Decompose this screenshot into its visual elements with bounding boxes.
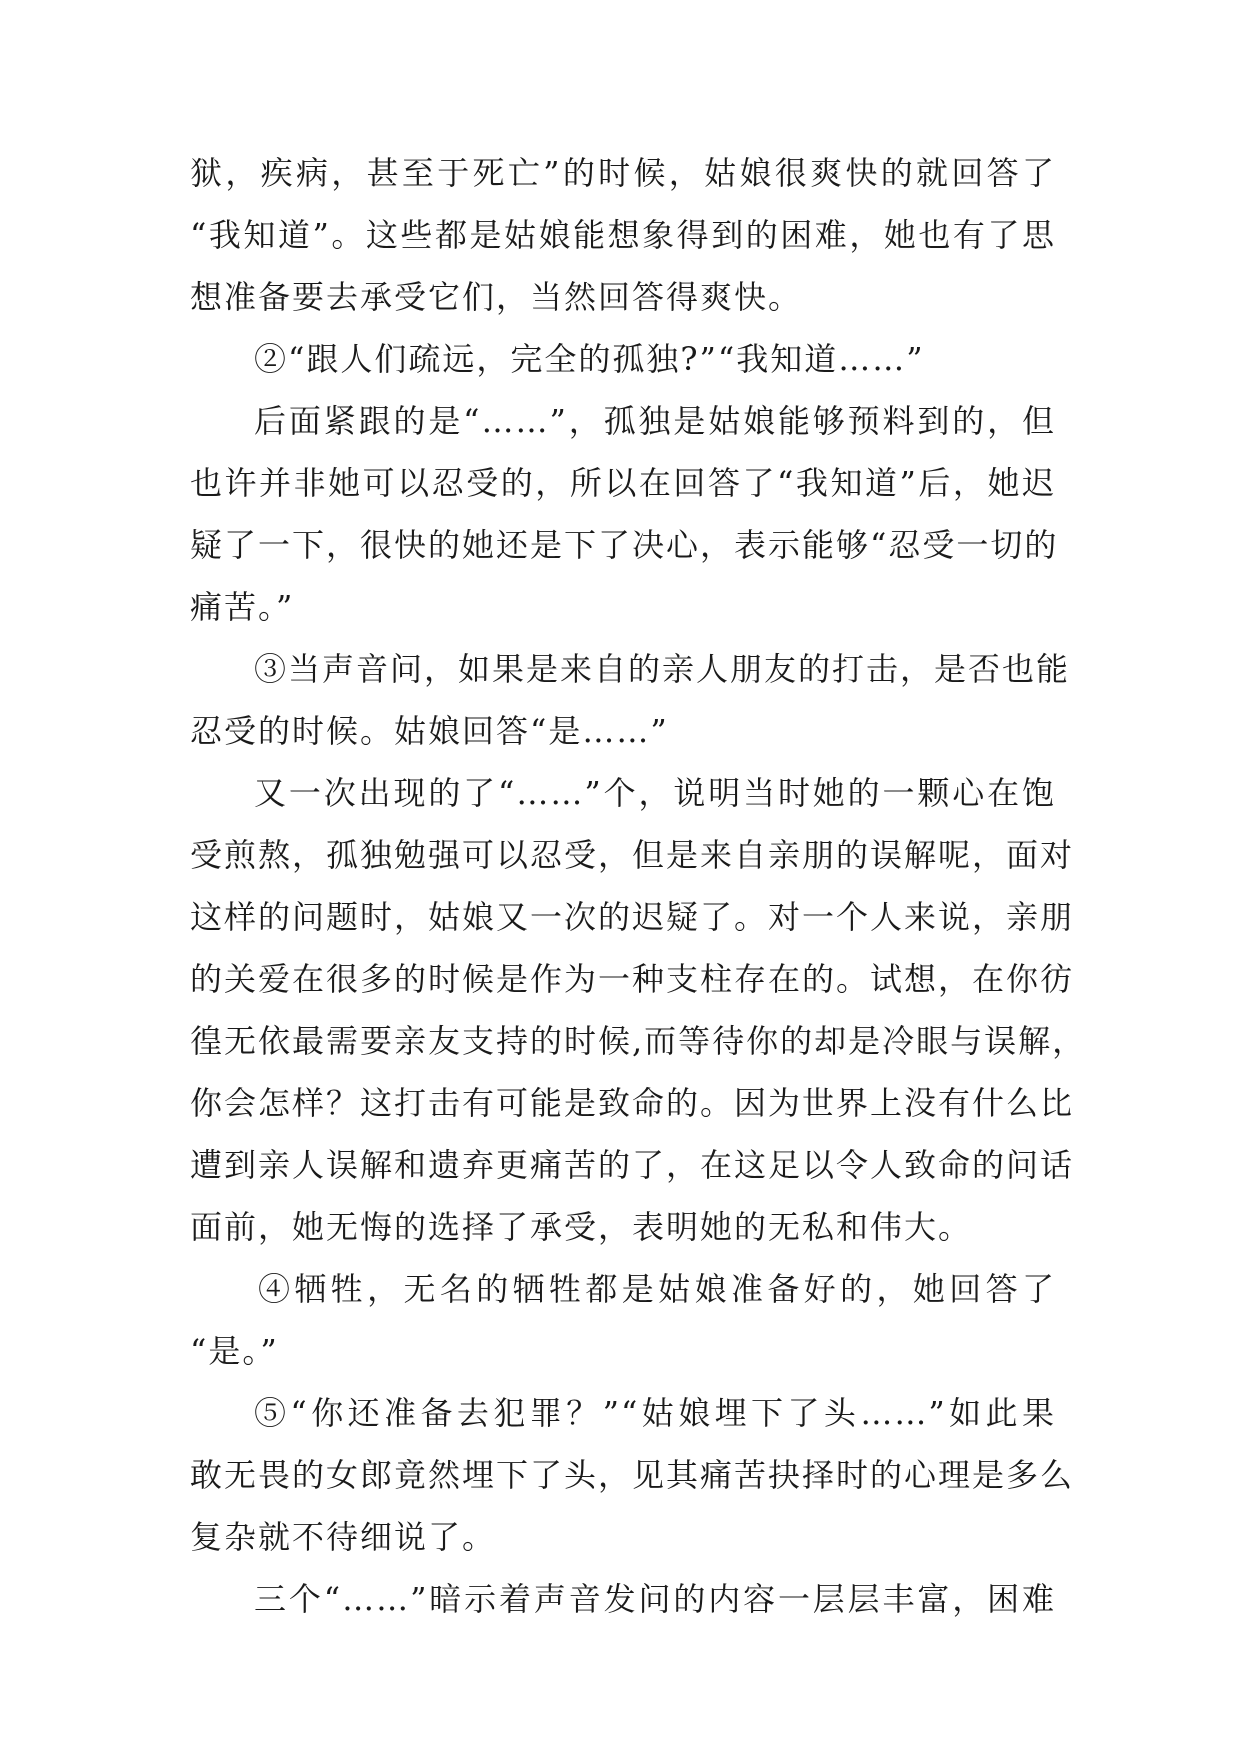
text-line: 疑了一下，很快的她还是下了决心，表示能够“忍受一切的 xyxy=(190,526,1059,564)
text-line: 敢无畏的女郎竟然埋下了头，见其痛苦抉择时的心理是多么 xyxy=(190,1456,1075,1494)
text-line: 面前，她无悔的选择了承受，表明她的无私和伟大。 xyxy=(190,1208,973,1246)
text-line: 三个“……”暗示着声音发问的内容一层层丰富，困难 xyxy=(254,1580,1056,1618)
text-line: 也许并非她可以忍受的，所以在回答了“我知道”后，她迟 xyxy=(190,464,1056,502)
text-line: 受煎熬，孤独勉强可以忍受，但是来自亲朋的误解呢，面对 xyxy=(190,836,1075,874)
text-line: 遭到亲人误解和遗弃更痛苦的了，在这足以令人致命的问话 xyxy=(190,1146,1075,1184)
text-line: 的关爱在很多的时候是作为一种支柱存在的。试想，在你彷 xyxy=(190,960,1075,998)
text-line: 你会怎样？这打击有可能是致命的。因为世界上没有什么比 xyxy=(190,1084,1075,1122)
text-line: ④牺牲，无名的牺牲都是姑娘准备好的，她回答了 xyxy=(258,1270,1056,1308)
text-line: “我知道”。这些都是姑娘能想象得到的困难，她也有了思 xyxy=(190,216,1056,254)
document-body xyxy=(190,142,1087,1630)
text-line: 后面紧跟的是“……”，孤独是姑娘能够预料到的，但 xyxy=(254,402,1056,440)
text-line: 想准备要去承受它们，当然回答得爽快。 xyxy=(190,278,803,316)
text-line: 狱，疾病，甚至于死亡”的时候，姑娘很爽快的就回答了 xyxy=(190,154,1056,192)
text-line: 又一次出现的了“……”个，说明当时她的一颗心在饱 xyxy=(254,774,1056,812)
text-line: 痛苦。” xyxy=(190,588,295,626)
text-line: ②“跟人们疏远，完全的孤独?”“我知道……” xyxy=(254,340,925,378)
text-line: “是。” xyxy=(190,1332,279,1370)
text-line: ⑤“你还准备去犯罪？”“姑娘埋下了头……”如此果 xyxy=(254,1394,1056,1432)
text-line: 这样的问题时，姑娘又一次的迟疑了。对一个人来说，亲朋 xyxy=(190,898,1075,936)
text-line: 徨无依最需要亲友支持的时候,而等待你的却是冷眼与误解， xyxy=(190,1022,1087,1060)
text-line: ③当声音问，如果是来自的亲人朋友的打击，是否也能 xyxy=(254,650,1071,688)
text-line: 复杂就不待细说了。 xyxy=(190,1518,497,1556)
text-line: 忍受的时候。姑娘回答“是……” xyxy=(190,712,669,750)
